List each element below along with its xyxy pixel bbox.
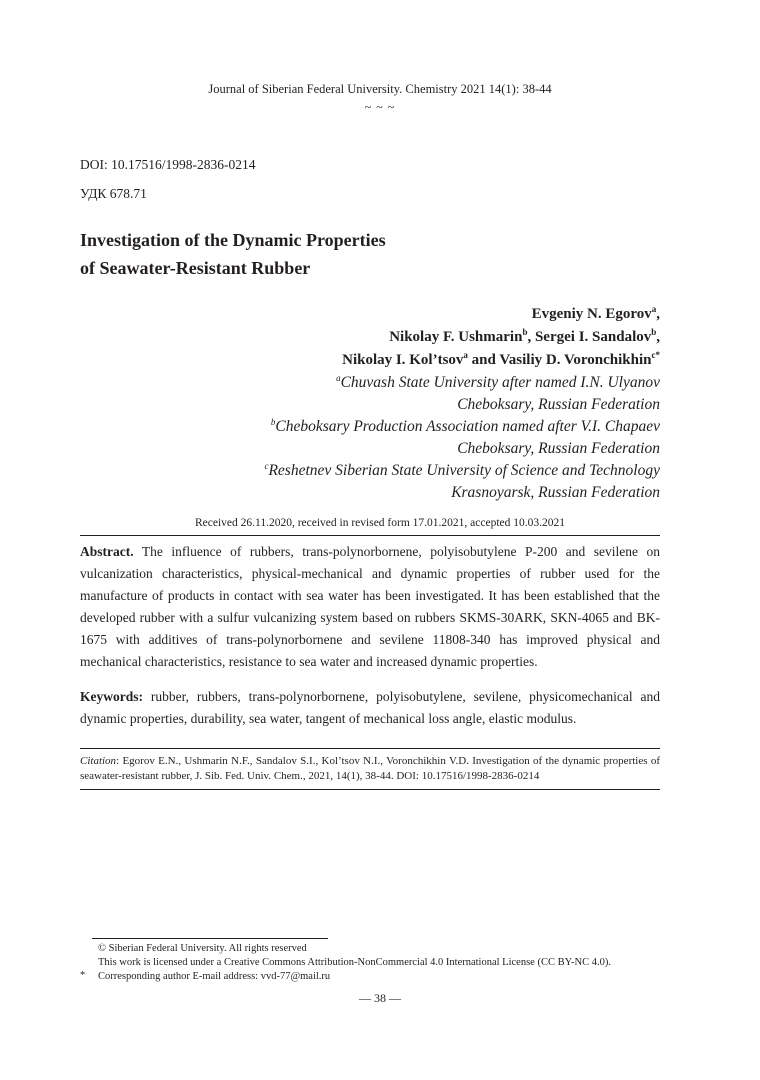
author-list	[100, 303, 660, 372]
author-separator: ,	[527, 329, 535, 345]
keywords	[80, 686, 660, 730]
affil-name: Chuvash State University after named I.N. Ulyanov	[340, 374, 660, 391]
author-name: Nikolay F. Ushmarin	[389, 329, 523, 345]
citation-label: Citation	[80, 755, 117, 767]
affil-name: Cheboksary Production Association named after V.I. Chapaev	[275, 418, 660, 435]
divider-citation-top	[80, 748, 660, 749]
affiliation-a	[100, 372, 660, 394]
affiliation-a-city: Cheboksary, Russian Federation	[457, 396, 660, 413]
journal-header: Journal of Siberian Federal University. Chemistry 2021 14(1): 38-44	[208, 82, 552, 96]
author-separator: ,	[656, 329, 660, 345]
abstract-text: The influence of rubbers, trans-polynorbornene, polyisobutylene P-200 and sevilene on vulcanization characteristics, physical-mechanical and dynamic properties of rubber used for the manufacture of products in contact with sea water has been investigated. It has been established that the developed rubber with a sulfur vulcanizing system based on rubbers SKMS-30ARK, SKN-4065 and BK-1675 with additives of trans-polynorbornene and sevilene 11808-340 has improved physical and mechanical characteristics, resistance to sea water and increased dynamic properties.	[80, 544, 660, 669]
footnote-star: *	[80, 970, 86, 981]
title-line-1: Investigation of the Dynamic Properties	[80, 230, 386, 250]
abstract	[80, 541, 660, 673]
author-affil-mark: b	[522, 327, 528, 337]
footnote-license: This work is licensed under a Creative Commons Attribution-NonCommercial 4.0 International License (CC BY-NC 4.0).	[98, 957, 611, 968]
author-line-1	[100, 303, 660, 326]
affil-mark: c	[264, 460, 269, 471]
citation	[80, 754, 660, 784]
affiliation-b	[100, 416, 660, 438]
author-affil-mark: a	[463, 350, 468, 360]
header-separator: ~ ~ ~	[364, 100, 396, 114]
affiliation-b-city: Cheboksary, Russian Federation	[457, 440, 660, 457]
keywords-text: rubber, rubbers, trans-polynorbornene, polyisobutylene, sevilene, physicomechanical and dynamic properties, durability, sea water, tangent of mechanical loss angle, elastic modulus.	[80, 689, 660, 726]
affil-name: Reshetnev Siberian State University of Science and Technology	[268, 462, 660, 479]
affiliation-c-city: Krasnoyarsk, Russian Federation	[451, 484, 660, 501]
author-affil-mark: c*	[651, 350, 660, 360]
abstract-label: Abstract.	[80, 544, 134, 559]
footnote-corresponding: Corresponding author E-mail address: vvd-77@mail.ru	[98, 971, 331, 982]
keywords-label: Keywords:	[80, 689, 143, 704]
author-name: Evgeniy N. Egorov	[531, 306, 652, 322]
author-affil-mark: b	[651, 327, 657, 337]
author-line-3	[100, 349, 660, 372]
udk-code: УДК 678.71	[80, 186, 147, 201]
author-name: Nikolay I. Kol’tsov	[342, 352, 464, 368]
affil-mark: a	[336, 372, 341, 383]
footnote-rule	[92, 938, 328, 939]
citation-text: : Egorov E.N., Ushmarin N.F., Sandalov S.I., Kol’tsov N.I., Voronchikhin V.D. Investigation of the dynamic properties of seawater-resistant rubber, J. Sib. Fed. Univ. Chem., 2021, 14(1), 38-44. DOI: 10.17516/1998-2836-0214	[80, 755, 660, 782]
author-affil-mark: a	[651, 304, 657, 314]
title-line-2: of Seawater-Resistant Rubber	[80, 258, 311, 278]
author-separator: ,	[656, 306, 660, 322]
article-title	[80, 226, 386, 282]
received-dates: Received 26.11.2020, received in revised form 17.01.2021, accepted 10.03.2021	[194, 517, 566, 529]
divider-citation-bottom	[80, 789, 660, 790]
author-line-2	[100, 326, 660, 349]
affiliation-c	[100, 460, 660, 482]
affil-mark: b	[270, 416, 276, 427]
author-name: Sergei I. Sandalov	[534, 329, 652, 345]
page-number: — 38 —	[359, 991, 401, 1005]
doi: DOI: 10.17516/1998-2836-0214	[80, 157, 256, 172]
affiliations	[100, 372, 660, 504]
author-name: Vasiliy D. Voronchikhin	[499, 352, 652, 368]
author-separator: and	[467, 352, 500, 368]
divider-top	[80, 535, 660, 536]
footnote-copyright: © Siberian Federal University. All rights reserved	[98, 943, 307, 954]
